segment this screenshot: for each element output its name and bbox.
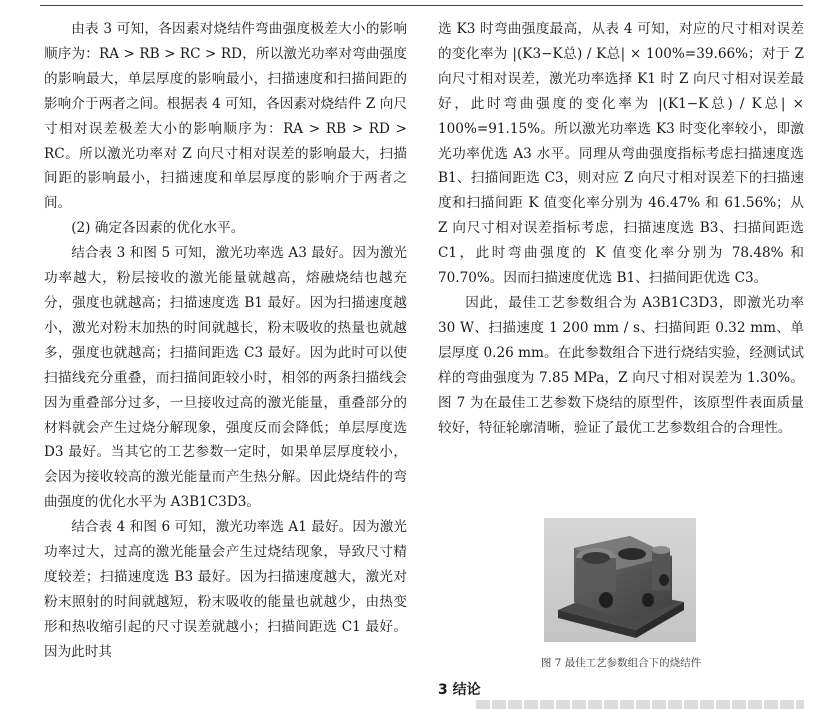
section-heading: 3 结论 (438, 682, 481, 698)
right-column (438, 17, 804, 440)
truncated-text-line (476, 700, 804, 709)
paragraph-strength-optimization: 结合表 3 和图 5 可知，激光功率选 A3 最好。因为激光功率越大，粉层接收的激光能量就越高，熔融烧结也越充分，强度也就越高；扫描速度选 B1 最好。因为扫描速度越小，激光对粉末加热的时间就越长，粉末吸收的热量也就越多，强度也就越高；扫描间距选 C3 最好。因为此时可以使扫描线充分重叠，而扫描间距较小时，相邻的两条扫描线会因为重叠部分过多，一旦接收过高的激光能量，重叠部分的材料就会产生过烧分解现象，强度反而会降低；单层厚度选 D3 最好。当其它的工艺参数一定时，如果单层厚度较小，会因为接收较高的激光能量而产生热分解。因此烧结件的弯曲强度的优化水平为 A3B1C3D3。 (44, 245, 407, 511)
paragraph-optimization-heading: (2) 确定各因素的优化水平。 (71, 220, 245, 237)
left-column (44, 17, 407, 665)
sintered-part-illustration (544, 518, 696, 642)
paragraph-range-analysis: 由表 3 可知，各因素对烧结件弯曲强度极差大小的影响顺序为：RA > RB > RC > RD，所以激光功率对弯曲强度的影响最大，单层厚度的影响最小，扫描速度和扫描间距的影响介于两者之间。根据表 4 可知，各因素对烧结件 Z 向尺寸相对误差极差大小的影响顺序为：RA > RB > RD > RC。所以激光功率对 Z 向尺寸相对误差的影响最大，扫描间距的影响最小，扫描速度和单层厚度的影响介于两者之间。 (44, 21, 407, 212)
figure-caption: 图 7 最佳工艺参数组合下的烧结件 (540, 657, 702, 669)
paragraph-best-combination: 因此，最佳工艺参数组合为 A3B1C3D3，即激光功率 30 W、扫描速度 1 200 mm / s、扫描间距 0.32 mm、单层厚度 0.26 mm。在此参数组合下进行烧结实验，经测试试样的弯曲强度为 7.85 MPa，Z 向尺寸相对误差为 1.30%。图 7 为在最佳工艺参数下烧结的原型件，该原型件表面质量较好，特征轮廓清晰，验证了最优工艺参数组合的合理性。 (438, 294, 804, 436)
paragraph-dimension-optimization: 结合表 4 和图 6 可知，激光功率选 A1 最好。因为激光功率过大，过高的激光能量会产生过烧结现象，导致尺寸精度较差；扫描速度选 B3 最好。因为扫描速度越大，激光对粉末照射的时间就越短，粉末吸收的能量也就越少，由热变形和热收缩引起的尺寸误差就越小；扫描间距选 C1 最好。因为此时其 (44, 519, 407, 660)
sintered-part-photo (544, 518, 696, 642)
header-rule (40, 5, 803, 6)
paragraph-change-rate: 选 K3 时弯曲强度最高，从表 4 可知，对应的尺寸相对误差的变化率为 |(K3−K总) / K总| × 100%=39.66%；对于 Z 向尺寸相对误差，激光功率选择 K1 时 Z 向尺寸相对误差最好，此时弯曲强度的变化率为 |(K1−K总) / K总| × 100%=91.15%。所以激光功率选 K3 时变化率较小，即激光功率优选 A3 水平。同理从弯曲强度指标考虑扫描速度选 B1、扫描间距选 C3，则对应 Z 向尺寸相对误差下的扫描速度和扫描间距 K 值变化率分别为 46.47% 和 61.56%；从 Z 向尺寸相对误差指标考虑，扫描速度选 B3、扫描间距选 C1，此时弯曲强度的 K 值变化率分别为 78.48% 和 70.70%。因而扫描速度优选 B1、扫描间距优选 C3。 (438, 21, 804, 287)
